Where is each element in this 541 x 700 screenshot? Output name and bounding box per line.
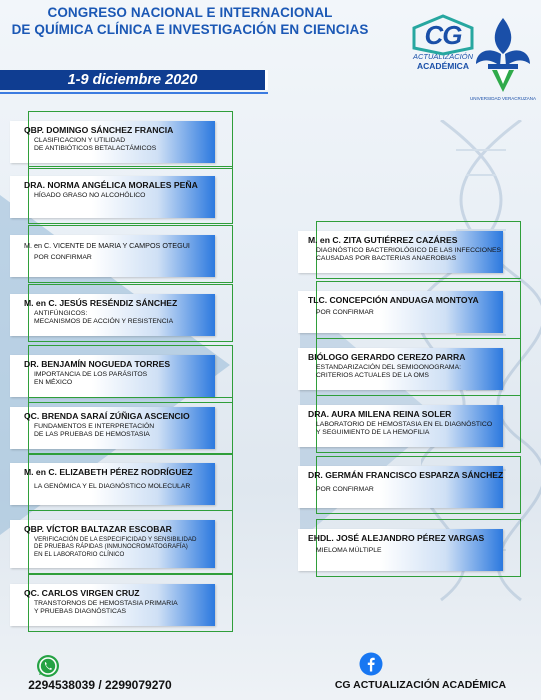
topic-line: Y SEGUIMIENTO DE LA HEMOFILIA xyxy=(316,429,430,437)
topic-line: MECANISMOS DE ACCIÓN Y RESISTENCIA xyxy=(34,318,174,326)
event-date: 1-9 diciembre 2020 xyxy=(0,70,268,90)
event-title-line2: DE QUÍMICA CLÍNICA E INVESTIGACIÓN EN CIENCIAS xyxy=(11,22,369,37)
cg-logo-sub1: ACTUALIZACIÓN xyxy=(412,52,473,61)
speaker-topic xyxy=(316,486,374,494)
speaker-name: BIÓLOGO GERARDO CEREZO PARRA xyxy=(308,352,466,362)
topic-line: HÍGADO GRASO NO ALCOHÓLICO xyxy=(34,192,146,199)
topic-line: ANTIFÚNGICOS: xyxy=(34,310,88,317)
speaker-card xyxy=(10,520,215,568)
speaker-topic xyxy=(34,423,154,439)
speaker-topic xyxy=(34,536,196,558)
facebook-icon[interactable] xyxy=(359,652,383,681)
topic-line: CAUSADAS POR BACTERIAS ANAEROBIAS xyxy=(316,255,457,263)
topic-line: Y PRUEBAS DIAGNÓSTICAS xyxy=(34,608,127,616)
speaker-card xyxy=(10,121,215,163)
speaker-name: QC. CARLOS VIRGEN CRUZ xyxy=(24,588,140,598)
speaker-topic xyxy=(34,137,156,153)
topic-line: DE LAS PRUEBAS DE HEMOSTASIA xyxy=(34,431,150,439)
speaker-card xyxy=(10,294,215,336)
speaker-name: QC. BRENDA SARAÍ ZÚÑIGA ASCENCIO xyxy=(24,411,190,421)
speaker-card xyxy=(298,529,503,571)
speaker-card xyxy=(298,348,503,390)
contact-phones: 2294538039 / 2299079270 xyxy=(28,678,172,692)
speaker-name: M. en C. VICENTE DE MARIA Y CAMPOS OTEGUI xyxy=(24,241,190,250)
speaker-topic xyxy=(316,421,492,437)
topic-line: CRITERIOS ACTUALES DE LA OMS xyxy=(316,372,429,380)
topic-line: EN MÉXICO xyxy=(34,379,73,387)
topic-line: POR CONFIRMAR xyxy=(316,486,374,493)
topic-line: DE ANTIBIÓTICOS BETALACTÁMICOS xyxy=(34,145,157,153)
speaker-topic xyxy=(34,192,145,200)
speaker-topic xyxy=(316,364,461,380)
speaker-topic xyxy=(34,600,178,616)
fleur-de-lis-icon xyxy=(470,14,536,94)
topic-line: TRANSTORNOS DE HEMOSTASIA PRIMARIA xyxy=(34,600,178,607)
speaker-topic xyxy=(34,483,190,491)
speaker-card xyxy=(298,231,503,273)
speaker-topic xyxy=(316,309,374,317)
speaker-name: M. en C. ELIZABETH PÉREZ RODRÍGUEZ xyxy=(24,467,193,477)
uv-logo xyxy=(470,14,536,106)
speaker-topic xyxy=(34,310,173,326)
topic-line: POR CONFIRMAR xyxy=(34,254,92,261)
cg-logo-mark: CG xyxy=(424,20,462,50)
topic-line: FUNDAMENTOS E INTERPRETACIÓN xyxy=(34,423,155,430)
uv-logo-caption: UNIVERSIDAD VERACRUZANA xyxy=(470,96,537,101)
topic-line: IMPORTANCIA DE LOS PARÁSITOS xyxy=(34,371,148,378)
speaker-card xyxy=(10,407,215,449)
date-underline xyxy=(0,92,268,94)
speaker-card xyxy=(298,405,503,447)
speaker-card xyxy=(10,355,215,397)
speaker-card xyxy=(298,466,503,508)
speaker-name: DRA. NORMA ANGÉLICA MORALES PEÑA xyxy=(24,180,198,190)
speaker-name: TLC. CONCEPCIÓN ANDUAGA MONTOYA xyxy=(308,295,479,305)
speaker-topic xyxy=(34,371,147,387)
speaker-card xyxy=(10,463,215,505)
topic-line: LA GENÓMICA Y EL DIAGNÓSTICO MOLECULAR xyxy=(34,483,191,490)
cg-logo xyxy=(408,14,478,92)
topic-line: CLASIFICACION Y UTILIDAD xyxy=(34,137,126,144)
topic-line: DIAGNÓSTICO BACTERIOLÓGICO DE LAS INFECCIONES xyxy=(316,247,502,254)
facebook-page-name: CG ACTUALIZACIÓN ACADÉMICA xyxy=(334,679,507,691)
event-title xyxy=(0,4,380,38)
speaker-name: M. en C. ZITA GUTIÉRREZ CAZÁRES xyxy=(308,235,458,245)
speaker-topic xyxy=(316,247,501,263)
speaker-topic xyxy=(316,547,382,555)
topic-line: LABORATORIO DE HEMOSTASIA EN EL DIAGNÓSTICO xyxy=(316,421,493,428)
speaker-name: DR. BENJAMÍN NOGUEDA TORRES xyxy=(24,359,171,369)
cg-logo-sub2: ACADÉMICA xyxy=(417,61,469,71)
speaker-name: DR. GERMÁN FRANCISCO ESPARZA SÁNCHEZ xyxy=(308,470,504,480)
topic-line: DE PRUEBAS RÁPIDAS (INMUNOCROMATOGRAFÍA) xyxy=(34,543,188,551)
topic-line: EN EL LABORATORIO CLÍNICO xyxy=(34,550,125,558)
speaker-name: QBP. VÍCTOR BALTAZAR ESCOBAR xyxy=(24,524,172,534)
event-title-line1: CONGRESO NACIONAL E INTERNACIONAL xyxy=(47,5,333,20)
topic-line: ESTANDARIZACIÓN DEL SEMIOONOGRAMA: xyxy=(316,364,462,371)
speaker-card xyxy=(298,291,503,333)
speaker-name: DRA. AURA MILENA REINA SOLER xyxy=(308,409,452,419)
topic-line: MIELOMA MÚLTIPLE xyxy=(316,547,382,554)
speaker-topic xyxy=(34,254,92,262)
speaker-card xyxy=(10,235,215,277)
topic-line: VERIFICACIÓN DE LA ESPECIFICIDAD Y SENSIBILIDAD xyxy=(34,536,197,543)
speaker-name: EHDL. JOSÉ ALEJANDRO PÉREZ VARGAS xyxy=(308,533,485,543)
speaker-name: M. en C. JESÚS RESÉNDIZ SÁNCHEZ xyxy=(24,298,178,308)
speaker-card xyxy=(10,584,215,626)
topic-line: POR CONFIRMAR xyxy=(316,309,374,316)
speaker-card xyxy=(10,176,215,218)
speaker-name: QBP. DOMINGO SÁNCHEZ FRANCIA xyxy=(24,125,174,135)
